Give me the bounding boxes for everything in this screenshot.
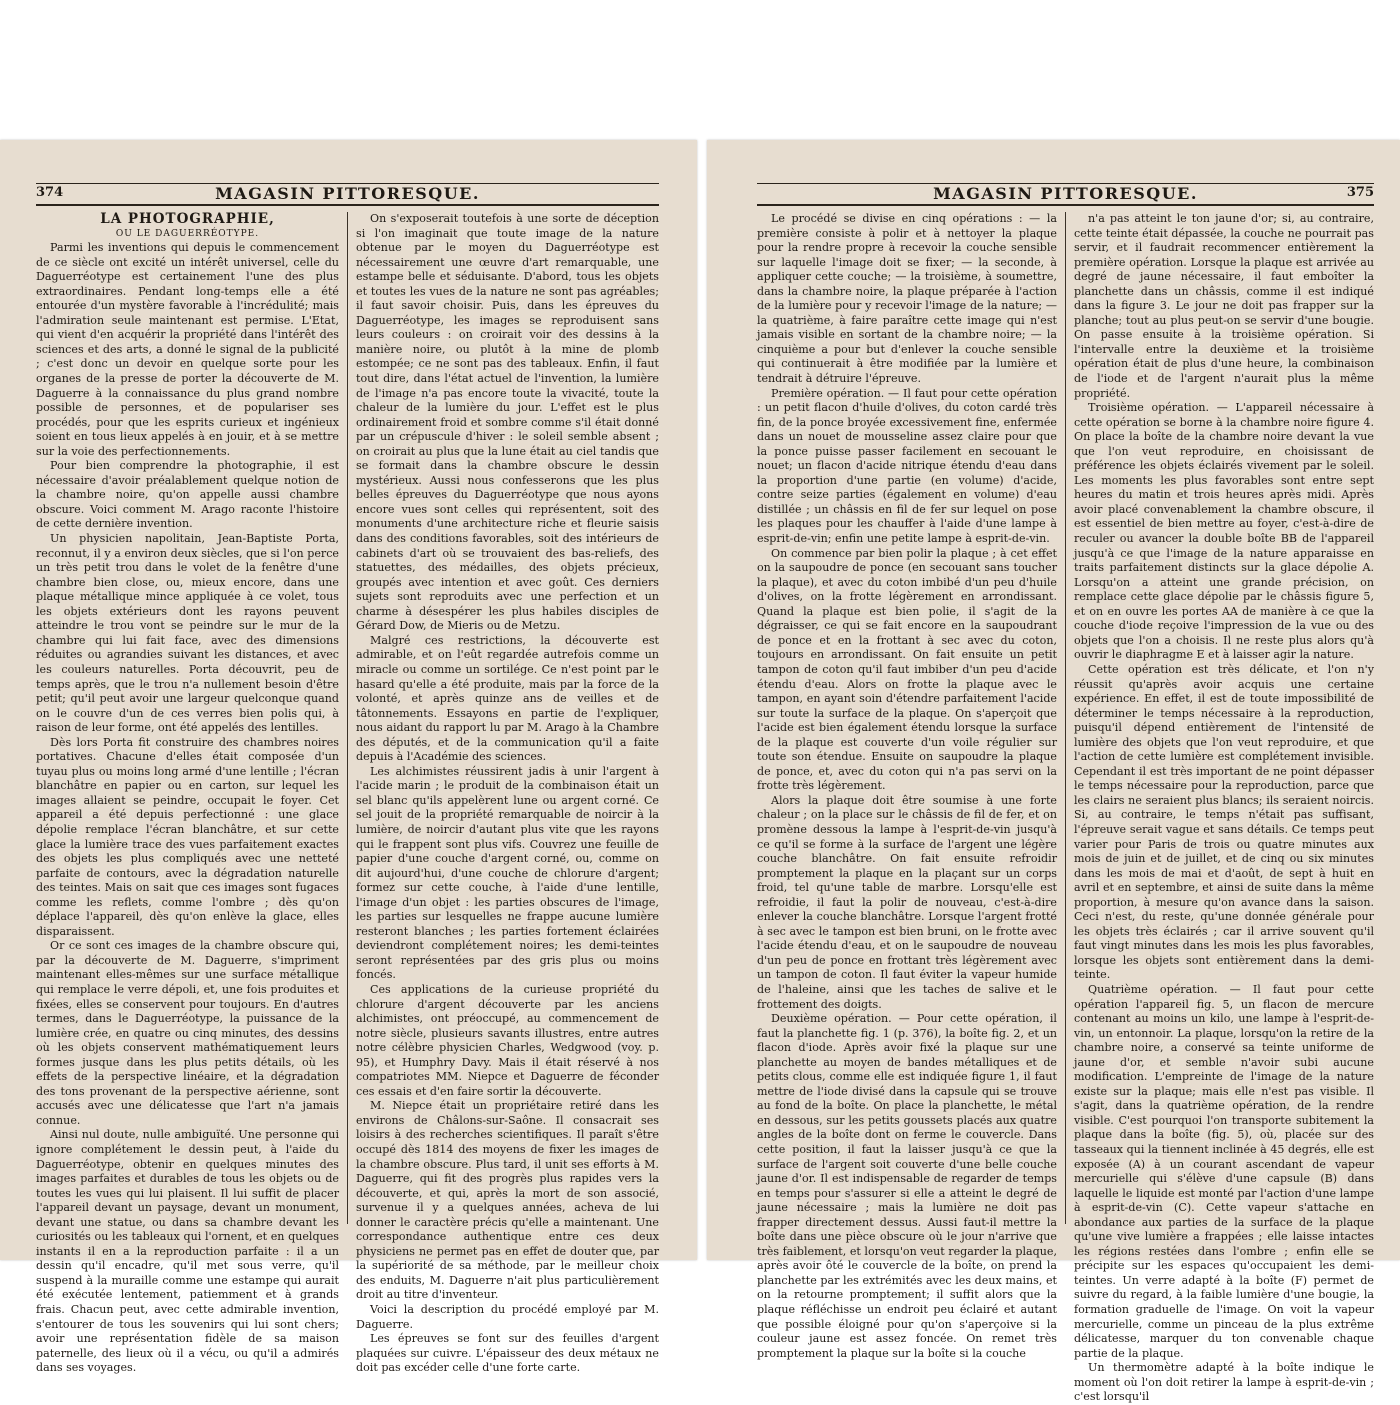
column-1 bbox=[36, 211, 339, 1375]
paragraph: Ces applications de la curieuse propriété du chlorure d'argent découverte par les anciens alchimistes, ont préoccupé, au commencement de notre siècle, plusieurs savants illustres, entre autres notre célèbre physicien Charles, Wedgwood (voy. p. 95), et Humphry Davy. Mais il était réservé à nos compatriotes MM. Niepce et Daguerre de féconder ces essais et d'en faire sortir la découverte. bbox=[356, 982, 659, 1098]
paragraph: Cette opération est très délicate, et l'on n'y réussit qu'après avoir acquis une certaine expérience. En effet, il est de toute impossibilité de déterminer le temps nécessaire à la reproduction, puisqu'il dépend entièrement de l'intensité de lumière des objets que l'on veut reproduire, et que l'action de cette lumière est complétement invisible. Cependant il est très important de ne point dépasser le temps nécessaire pour la reproduction, parce que les clairs ne seraient plus blancs; ils seraient noircis. Si, au contraire, le temps n'était pas suffisant, l'épreuve serait vague et sans détails. Ce temps peut varier pour Paris de trois ou quatre minutes aux mois de juin et de juillet, et de cinq ou six minutes dans les mois de mai et d'août, de sept à huit en avril et en septembre, et ainsi de suite dans la même proportion, à mesure qu'on avance dans la saison. Ceci n'est, du reste, qu'une donnée générale pour les objets très éclairés ; car il arrive souvent qu'il faut vingt minutes dans les mois les plus favorables, lorsque les objets sont entièrement dans la demi-teinte. bbox=[1074, 662, 1374, 982]
paragraph: Un physicien napolitain, Jean-Baptiste Porta, reconnut, il y a environ deux siècles, que si l'on perce un très petit trou dans le volet de la fenêtre d'une chambre bien close, ou, mieux encore, dans une plaque métallique mince appliquée à ce volet, tous les objets extérieurs dont les rayons peuvent atteindre le trou vont se peindre sur le mur de la chambre qui lui fait face, avec des dimensions réduites ou agrandies suivant les distances, et avec les couleurs naturelles. Porta découvrit, peu de temps après, que le trou n'a nullement besoin d'être petit; qu'il peut avoir une largeur quelconque quand on le couvre d'un de ces verres bien polis qui, à raison de leur forme, ont été appelés des lentilles. bbox=[36, 532, 339, 735]
paragraph: Les épreuves se font sur des feuilles d'argent plaquées sur cuivre. L'épaisseur des deux métaux ne doit pas excéder celle d'une forte carte. bbox=[356, 1332, 659, 1375]
paragraph: On s'exposerait toutefois à une sorte de déception si l'on imaginait que toute image de la nature obtenue par le moyen du Daguerréotype est nécessairement une œuvre d'art remarquable, une estampe belle et séduisante. D'abord, tous les objets et toutes les vues de la nature ne sont pas agréables; il faut savoir choisir. Puis, dans les épreuves du Daguerréotype, les images se reproduisent sans leurs couleurs : on croirait voir des dessins à la manière noire, ou plutôt à la mine de plomb estompée; ce ne sont pas des tableaux. Enfin, il faut tout dire, dans l'état actuel de l'invention, la lumière de l'image n'a pas encore toute la vivacité, toute la chaleur de la lumière du jour. L'effet est le plus ordinairement froid et sombre comme s'il était donné par un crépuscule d'hiver : le soleil semble absent ; on croirait au plus que la lune était au ciel tandis que se formait dans la chambre obscure le dessin mystérieux. Aussi nous confesserons que les plus belles épreuves du Daguerréotype que nous ayons encore vues sont celles qui représentent, soit des monuments d'une architecture riche et fleurie saisis dans des conditions favorables, soit des intérieurs de cabinets d'art où se trouvaient des bas-reliefs, des statuettes, des médailles, des objets précieux, groupés avec intention et avec goût. Ces derniers sujets sont reproduits avec une perfection et un charme à désespérer les plus habiles disciples de Gérard Dow, de Mieris ou de Metzu. bbox=[356, 212, 659, 633]
column-2 bbox=[1074, 212, 1374, 1404]
paragraph: Ainsi nul doute, nulle ambiguïté. Une personne qui ignore complétement le dessin peut, à l'aide du Daguerréotype, obtenir en quelques minutes des images parfaites et durables de tous les objets ou de toutes les vues qui lui plaisent. Il lui suffit de placer l'appareil devant un paysage, devant un monument, devant une statue, ou dans sa chambre devant les curiosités ou les tableaux qui l'ornent, et en quelques instants il en a la reproduction parfaite : il a un dessin qu'il encadre, qu'il met sous verre, qu'il suspend à la muraille comme une estampe qui aurait été exécutée lentement, patiemment et à grands frais. Chacun peut, avec cette admirable invention, s'entourer de tous les souvenirs qui lui sont chers; avoir une représentation fidèle de sa maison paternelle, des lieux où il a vécu, ou qu'il a admirés dans ses voyages. bbox=[36, 1128, 339, 1375]
paragraph: Un thermomètre adapté à la boîte indique le moment où l'on doit retirer la lampe à esprit-de-vin ; c'est lorsqu'il bbox=[1074, 1361, 1374, 1404]
article-title: LA PHOTOGRAPHIE, bbox=[100, 211, 275, 227]
paragraph: Malgré ces restrictions, la découverte est admirable, et on l'eût regardée autrefois comme un miracle ou comme un sortilége. Ce n'est point par le hasard qu'elle a été produite, mais par la force de la volonté, et après quinze ans de veilles et de tâtonnements. Essayons en partie de l'expliquer, nous aidant du rapport lu par M. Arago à la Chambre des députés, et de la communication qu'il a faite depuis à l'Académie des sciences. bbox=[356, 633, 659, 764]
column-1 bbox=[757, 212, 1057, 1360]
paragraph: Le procédé se divise en cinq opérations : — la première consiste à polir et à nettoyer la plaque pour la rendre propre à recevoir la couche sensible sur laquelle l'image doit se fixer; — la seconde, à appliquer cette couche; — la troisième, à soumettre, dans la chambre noire, la plaque préparée à l'action de la lumière pour y recevoir l'image de la nature; — la quatrième, à faire paraître cette image qui n'est jamais visible en sortant de la chambre noire; — la cinquième a pour but d'enlever la couche sensible qui continuerait à être modifiée par la lumière et tendrait à détruire l'épreuve. bbox=[757, 212, 1057, 386]
header-rule-bottom bbox=[757, 204, 1374, 206]
text-columns bbox=[757, 212, 1374, 1404]
paragraph: Dès lors Porta fit construire des chambres noires portatives. Chacune d'elles était composée d'un tuyau plus ou moins long armé d'une lentille ; l'écran blanchâtre en papier ou en carton, sur lequel les images allaient se peindre, occupait le foyer. Cet appareil a été depuis perfectionné : une glace dépolie remplace l'écran blanchâtre, et sur cette glace la lumière trace des vues parfaitement exactes des objets les plus compliqués avec une netteté parfaite de contours, avec la dégradation naturelle des teintes. Mais on sait que ces images sont fugaces comme les reflets, comme l'ombre ; dès qu'on déplace l'appareil, dès qu'on enlève la glace, elles disparaissent. bbox=[36, 735, 339, 938]
paragraph: Quatrième opération. — Il faut pour cette opération l'appareil fig. 5, un flacon de mercure contenant au moins un kilo, une lampe à l'esprit-de-vin, un entonnoir. La plaque, lorsqu'on la retire de la chambre noire, a conservé sa teinte uniforme de jaune d'or, et semble n'avoir subi aucune modification. L'empreinte de l'image de la nature existe sur la plaque; mais elle n'est pas visible. Il s'agit, dans la quatrième opération, de la rendre visible. C'est pourquoi l'on transporte subitement la plaque dans la boîte (fig. 5), où, placée sur des tasseaux qui la tiennent inclinée à 45 degrés, elle est exposée (A) à un courant ascendant de vapeur mercurielle qui s'élève d'une capsule (B) dans laquelle le liquide est monté par l'action d'une lampe à esprit-de-vin (C). Cette vapeur s'attache en abondance aux parties de la surface de la plaque qu'une vive lumière a frappées ; elle laisse intactes les régions restées dans l'ombre ; enfin elle se précipite sur les espaces qu'occupaient les demi-teintes. Un verre adapté à la boîte (F) permet de suivre du regard, à la faible lumière d'une bougie, la formation graduelle de l'image. On voit la vapeur mercurielle, comme un pinceau de la plus extrême délicatesse, marquer du ton convenable chaque partie de la plaque. bbox=[1074, 982, 1374, 1360]
page-number: 374 bbox=[36, 185, 64, 200]
text-columns bbox=[36, 211, 659, 1375]
header-rule-bottom bbox=[36, 204, 659, 206]
paragraph: Troisième opération. — L'appareil nécessaire à cette opération se borne à la chambre noire figure 4. On place la boîte de la chambre noire devant la vue que l'on veut reproduire, en choisissant de préférence les objets éclairés vivement par le soleil. Les moments les plus favorables sont entre sept heures du matin et trois heures après midi. Après avoir placé convenablement la chambre obscure, il est essentiel de bien mettre au foyer, c'est-à-dire de reculer ou avancer la double boîte BB de l'appareil jusqu'à ce que l'image de la nature apparaisse en traits parfaitement distincts sur la glace dépolie A. Lorsqu'on a atteint une grande précision, on remplace cette glace dépolie par le châssis figure 5, et on en ouvre les portes AA de manière à ce que la couche d'iode reçoive l'impression de la vue ou des objets que l'on a choisis. Il ne reste plus alors qu'à ouvrir le diaphragme E et à laisser agir la nature. bbox=[1074, 401, 1374, 662]
paragraph: Pour bien comprendre la photographie, il est nécessaire d'avoir préalablement quelque notion de la chambre noire, qu'on appelle aussi chambre obscure. Voici comment M. Arago raconte l'histoire de cette dernière invention. bbox=[36, 459, 339, 531]
paragraph: Première opération. — Il faut pour cette opération : un petit flacon d'huile d'olives, du coton cardé très fin, de la ponce broyée excessivement fine, enfermée dans un nouet de mousseline assez claire pour que la ponce puisse passer facilement en secouant le nouet; un flacon d'acide nitrique étendu d'eau dans la proportion d'une partie (en volume) d'acide, contre seize parties (également en volume) d'eau distillée ; un châssis en fil de fer sur lequel on pose les plaques pour les chauffer à l'aide d'une lampe à esprit-de-vin; enfin une petite lampe à esprit-de-vin. bbox=[757, 386, 1057, 546]
paragraph: n'a pas atteint le ton jaune d'or; si, au contraire, cette teinte était dépassée, la couche ne pourrait pas servir, et il faudrait recommencer entièrement la première opération. Lorsque la plaque est arrivée au degré de jaune nécessaire, il faut emboîter la planchette dans un châssis, comme il est indiqué dans la figure 3. Le jour ne doit pas frapper sur la planche; tout au plus peut-on se servir d'une bougie. On passe ensuite à la troisième opération. Si l'intervalle entre la deuxième et la troisième opération était de plus d'une heure, la combinaison de l'iode et de l'argent n'aurait plus la même propriété. bbox=[1074, 212, 1374, 400]
left-page bbox=[0, 140, 697, 1375]
right-page bbox=[707, 140, 1400, 1404]
page-header bbox=[757, 180, 1374, 202]
paragraph: M. Niepce était un propriétaire retiré dans les environs de Châlons-sur-Saône. Il consacrait ses loisirs à des recherches scientifiques. Il paraît s'être occupé dès 1814 des moyens de fixer les images de la chambre obscure. Plus tard, il unit ses efforts à M. Daguerre, qui fit des progrès plus rapides vers la découverte, et qui, après la mort de son associé, survenue il y a quelques années, acheva de lui donner le caractère précis qu'elle a maintenant. Une correspondance authentique entre ces deux physiciens ne permet pas en effet de douter que, par la supériorité de sa méthode, par le meilleur choix des enduits, M. Daguerre n'ait plus particulièrement droit au titre d'inventeur. bbox=[356, 1099, 659, 1302]
masthead-title: MAGASIN PITTORESQUE. bbox=[933, 184, 1198, 203]
paragraph: On commence par bien polir la plaque ; à cet effet on la saupoudre de ponce (en secouant sans toucher la plaque), et avec du coton imbibé d'un peu d'huile d'olives, on la frotte légèrement en arrondissant. Quand la plaque est bien polie, il s'agit de la dégraisser, ce qui se fait encore en la saupoudrant de ponce et en la frottant à sec avec du coton, toujours en arrondissant. On fait ensuite un petit tampon de coton qu'il faut imbiber d'un peu d'acide étendu d'eau. Alors on frotte la plaque avec le tampon, en ayant soin d'étendre parfaitement l'acide sur toute la surface de la plaque. On s'aperçoit que l'acide est bien également étendu lorsque la surface de la plaque est couverte d'un voile régulier sur toute son étendue. Ensuite on saupoudre la plaque de ponce, et, avec du coton qui n'a pas servi on la frotte très légèrement. bbox=[757, 546, 1057, 793]
column-divider bbox=[347, 212, 348, 1224]
paragraph: Deuxième opération. — Pour cette opération, il faut la planchette fig. 1 (p. 376), la boîte fig. 2, et un flacon d'iode. Après avoir fixé la plaque sur une planchette au moyen de bandes métalliques et de petits clous, comme elle est indiquée figure 1, il faut mettre de l'iode divisé dans la capsule qui se trouve au fond de la boîte. On place la planchette, le métal en dessous, sur les petits goussets placés aux quatre angles de la boîte dont on ferme le couvercle. Dans cette position, il faut la laisser jusqu'à ce que la surface de l'argent soit couverte d'une belle couche jaune d'or. Il est indispensable de regarder de temps en temps pour s'assurer si elle a atteint le degré de jaune nécessaire ; mais la lumière ne doit pas frapper directement dessus. Aussi faut-il mettre la boîte dans une pièce obscure où le jour n'arrive que très faiblement, et lorsqu'on veut regarder la plaque, après avoir ôté le couvercle de la boîte, on prend la planchette par les extrémités avec les deux mains, et on la retourne promptement; il suffit alors que la plaque réfléchisse un endroit peu éclairé et autant que possible éloigné pour qu'on s'aperçoive si la couleur jaune est assez foncée. On remet très promptement la plaque sur la boîte si la couche bbox=[757, 1012, 1057, 1360]
paragraph: Les alchimistes réussirent jadis à unir l'argent à l'acide marin ; le produit de la combinaison était un sel blanc qu'ils appelèrent lune ou argent corné. Ce sel jouit de la propriété remarquable de noircir à la lumière, de noircir d'autant plus vite que les rayons qui le frappent sont plus vifs. Couvrez une feuille de papier d'une couche d'argent corné, ou, comme on dit aujourd'hui, d'une couche de chlorure d'argent; formez sur cette couche, à l'aide d'une lentille, l'image d'un objet : les parties obscures de l'image, les parties sur lesquelles ne frappe aucune lumière resteront blanches ; les parties fortement éclairées deviendront complétement noires; les demi-teintes seront représentées par des gris plus ou moins foncés. bbox=[356, 764, 659, 982]
page-header bbox=[36, 180, 659, 202]
column-2 bbox=[356, 212, 659, 1375]
page-number: 375 bbox=[1346, 185, 1374, 200]
paragraph: Or ce sont ces images de la chambre obscure qui, par la découverte de M. Daguerre, s'impriment maintenant elles-mêmes sur une surface métallique qui remplace le verre dépoli, et, une fois produites et fixées, elles se conservent pour toujours. En d'autres termes, dans le Daguerréotype, la puissance de la lumière crée, en quatre ou cinq minutes, des dessins où les objets conservent mathématiquement leurs formes jusque dans les plus petits détails, où les effets de la perspective linéaire, et la dégradation des tons provenant de la perspective aérienne, sont accusés avec une délicatesse que l'art n'a jamais connue. bbox=[36, 939, 339, 1127]
paragraph: Voici la description du procédé employé par M. Daguerre. bbox=[356, 1303, 659, 1331]
paragraph: Alors la plaque doit être soumise à une forte chaleur ; on la place sur le châssis de fil de fer, et on promène dessous la lampe à l'esprit-de-vin jusqu'à ce qu'il se forme à la surface de l'argent une légère couche blanchâtre. On fait ensuite refroidir promptement la plaque en la plaçant sur un corps froid, tel qu'une table de marbre. Lorsqu'elle est refroidie, il faut la polir de nouveau, c'est-à-dire enlever la couche blanchâtre. Lorsque l'argent frotté à sec avec le tampon est bien bruni, on le frotte avec l'acide étendu d'eau, et on le saupoudre de nouveau d'un peu de ponce en frottant très légèrement avec un tampon de coton. Il faut éviter la vapeur humide de l'haleine, ainsi que les taches de salive et le frottement des doigts. bbox=[757, 793, 1057, 1011]
masthead-title: MAGASIN PITTORESQUE. bbox=[215, 184, 480, 203]
column-divider bbox=[1065, 212, 1066, 1224]
article-subtitle: OU LE DAGUERRÉOTYPE. bbox=[115, 228, 260, 239]
paragraph: Parmi les inventions qui depuis le commencement de ce siècle ont excité un intérêt universel, celle du Daguerréotype est certainement l'une des plus extraordinaires. Pendant long-temps elle a été entourée d'un mystère favorable à l'incrédulité; mais l'admiration seule maintenant est permise. L'Etat, qui vient d'en acquérir la propriété dans l'intérêt des sciences et des arts, a donné le signal de la publicité ; c'est donc un devoir en quelque sorte pour les organes de la presse de porter la découverte de M. Daguerre à la connaissance du plus grand nombre possible de personnes, et de populariser ses procédés, pour que les esprits curieux et ingénieux soient en tous lieux appelés à en jouir, et à se mettre sur la voie des perfectionnements. bbox=[36, 241, 339, 458]
